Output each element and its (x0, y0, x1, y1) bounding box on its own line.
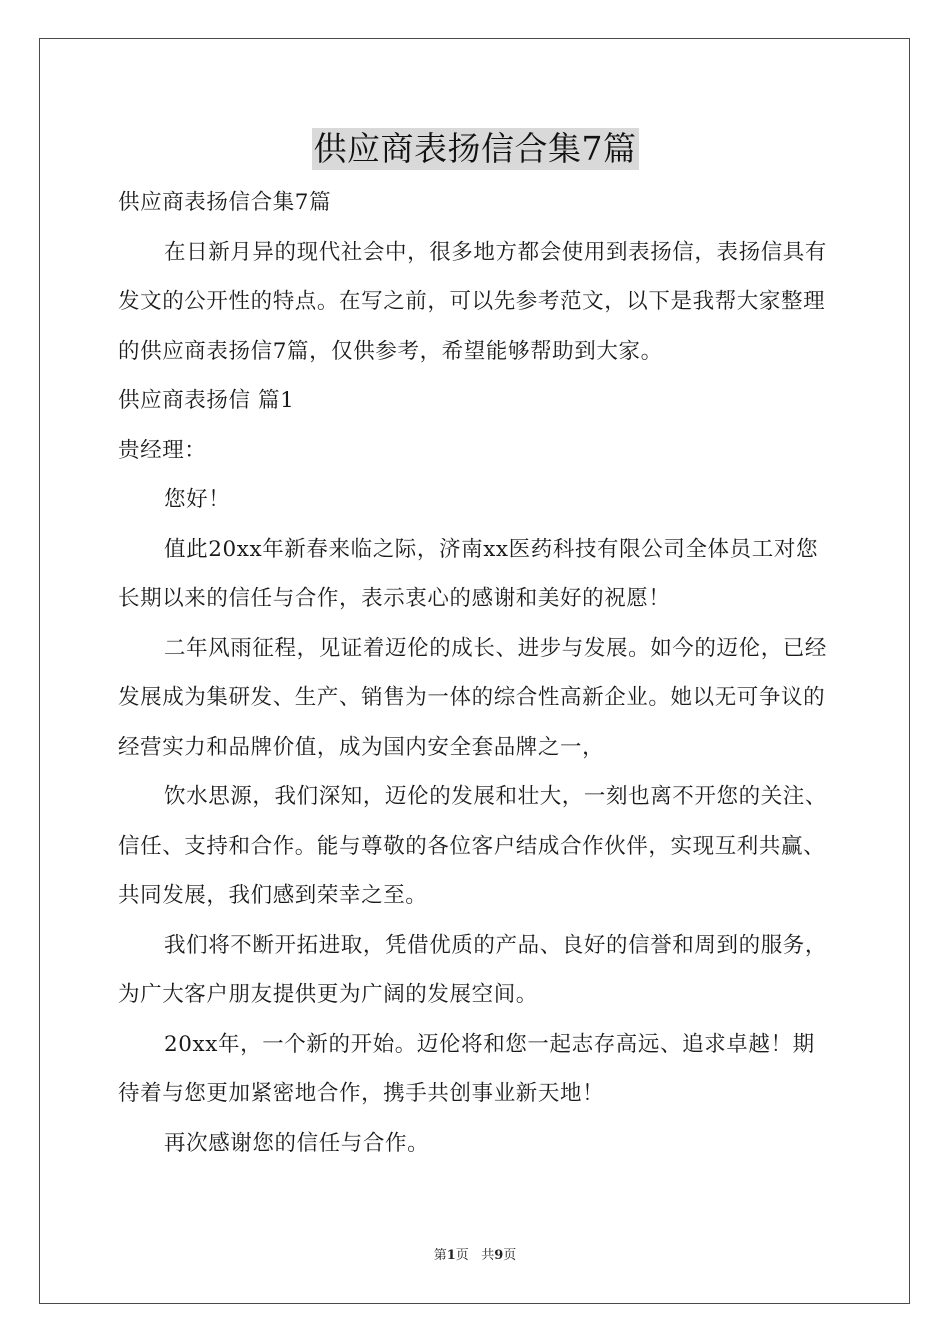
body-paragraph: 饮水思源，我们深知，迈伦的发展和壮大，一刻也离不开您的关注、信任、支持和合作。能与尊敬的各位客户结成合作伙伴，实现互利共赢、共同发展，我们感到荣幸之至。 (118, 784, 828, 908)
body-paragraph: 20xx年，一个新的开始。迈伦将和您一起志存高远、追求卓越！期待着与您更加紧密地合作，携手共创事业新天地！ (118, 1031, 815, 1106)
page-suffix: 页 (455, 1248, 469, 1263)
document-subtitle: 供应商表扬信合集7篇 (118, 190, 332, 215)
intro-paragraph: 在日新月异的现代社会中，很多地方都会使用到表扬信，表扬信具有发文的公开性的特点。在写之前，可以先参考范文，以下是我帮大家整理的供应商表扬信7篇，仅供参考，希望能够帮助到大家。 (118, 239, 828, 364)
body-paragraph: 二年风雨征程，见证着迈伦的成长、进步与发展。如今的迈伦，已经发展成为集研发、生产、销售为一体的综合性高新企业。她以无可争议的经营实力和品牌价值，成为国内安全套品牌之一， (118, 635, 828, 760)
body-paragraph: 我们将不断开拓进取，凭借优质的产品、良好的信誉和周到的服务，为广大客户朋友提供更为广阔的发展空间。 (118, 932, 828, 1007)
page-number: 1 (446, 1248, 456, 1263)
page-footer (0, 1248, 950, 1264)
document-body (118, 178, 834, 1168)
body-paragraph: 值此20xx年新春来临之际，济南xx医药科技有限公司全体员工对您长期以来的信任与合作，表示衷心的感谢和美好的祝愿！ (118, 536, 819, 611)
document-title: 供应商表扬信合集7篇 (313, 129, 637, 168)
total-pages: 9 (494, 1248, 504, 1263)
total-prefix: 共 (481, 1248, 495, 1263)
total-suffix: 页 (503, 1248, 517, 1263)
section-heading: 供应商表扬信 篇1 (118, 388, 295, 413)
body-paragraph: 再次感谢您的信任与合作。 (164, 1130, 430, 1156)
salutation: 贵经理： (118, 437, 207, 463)
title-wrap (0, 128, 950, 170)
page-prefix: 第 (433, 1248, 447, 1263)
greeting: 您好！ (164, 487, 231, 512)
